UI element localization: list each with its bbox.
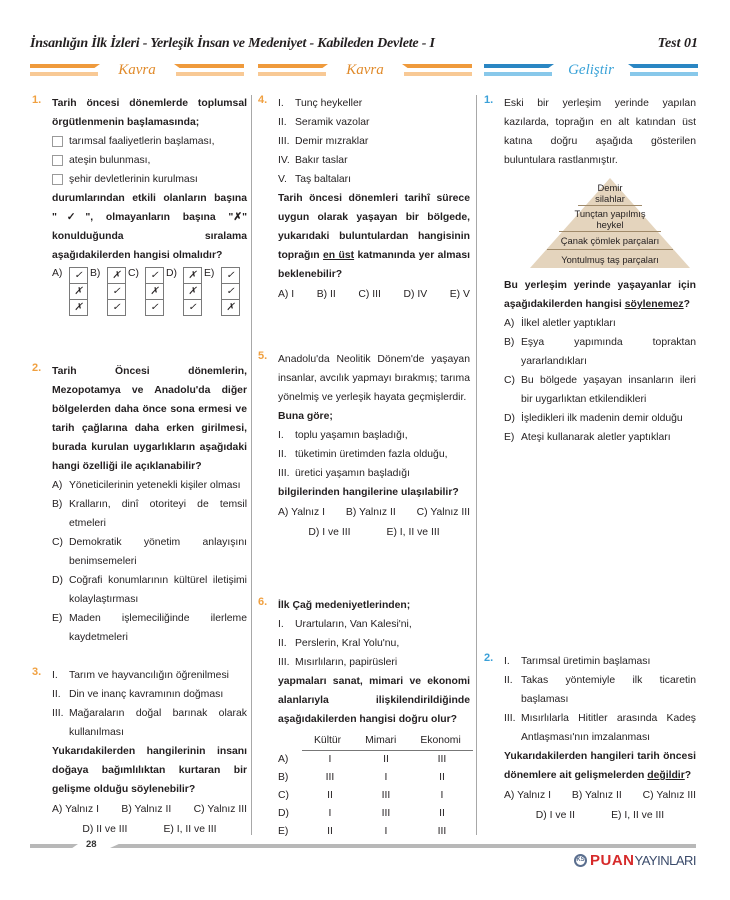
option-b[interactable]: B) Eşya yapımında topraktan yararlandıkları bbox=[504, 337, 696, 367]
question-stem: Yukarıdakilerden hangilerinin insanı doğaya bağımlılıktan kurtaran bir gelişme olduğu söylenebilir? bbox=[52, 746, 247, 795]
option-c[interactable]: C) II III I bbox=[278, 790, 444, 801]
roman-item: II. Perslerin, Kral Yolu'nu, bbox=[278, 638, 400, 649]
answer-options bbox=[52, 800, 247, 820]
option-e[interactable]: E) I, II ve III bbox=[611, 810, 665, 821]
option-c[interactable]: C) Yalnız III bbox=[642, 790, 696, 801]
section-banner-kavra-2 bbox=[258, 62, 472, 80]
option-e[interactable]: E) V bbox=[449, 289, 470, 300]
check-icon: ✓ bbox=[183, 299, 202, 316]
layer-label: Demir silahlar bbox=[595, 182, 625, 204]
answer-options bbox=[504, 806, 696, 826]
option-a[interactable]: A) ✓ ✗ ✗ bbox=[52, 267, 88, 316]
question-stem: yapmaları sanat, mimari ve ekonomi alanlarıyla ilişkilendirildiğinde aşağıdakilerden hangisi doğru olur? bbox=[278, 676, 470, 725]
banner-label: Geliştir bbox=[568, 62, 614, 78]
question-2-gelistir bbox=[484, 652, 696, 826]
roman-item: III. Mısırlılarla Hititler arasında Kadeş Antlaşması'nın imzalanması bbox=[504, 713, 696, 743]
question-number: 2. bbox=[32, 362, 42, 374]
option-d[interactable]: D) İşledikleri ilk madenin demir olduğu bbox=[504, 413, 683, 424]
cross-icon: ✗ bbox=[183, 283, 202, 300]
cross-icon: ✗ bbox=[221, 299, 240, 316]
check-icon: ✓ bbox=[221, 283, 240, 300]
roman-item: II. Takas yöntemiyle ilk ticaretin başlaması bbox=[504, 675, 696, 705]
answer-options bbox=[278, 523, 470, 543]
question-context: Eski bir yerleşim yerinde yapılan kazılarda, toprağın en alt katından üst katına doğru aşağıda gösterilen buluntulara rastlanmıştır. bbox=[504, 98, 696, 166]
option-e[interactable]: E) II I III bbox=[278, 826, 447, 837]
option-b[interactable]: B) III I II bbox=[278, 772, 445, 783]
option-e[interactable]: E) I, II ve III bbox=[163, 824, 217, 835]
option-e[interactable]: E) ✓ ✓ ✗ bbox=[204, 267, 240, 316]
checkbox[interactable] bbox=[52, 174, 63, 185]
roman-item: II. tüketimin üretimden fazla olduğu, bbox=[278, 449, 448, 460]
option-a[interactable]: A) İlkel aletler yaptıkları bbox=[504, 318, 616, 329]
cross-icon: ✗ bbox=[69, 283, 88, 300]
layer-label: Tunçtan yapılmış heykel bbox=[574, 208, 646, 230]
option-b[interactable]: B) Kralların, dinî otoriteyi de temsil etmeleri bbox=[52, 499, 247, 529]
question-1 bbox=[32, 94, 247, 316]
check-icon: ✓ bbox=[145, 267, 164, 284]
section-banner-kavra-1 bbox=[30, 62, 244, 80]
question-number: 6. bbox=[258, 596, 268, 608]
question-1-gelistir bbox=[484, 94, 696, 447]
check-icon: ✓ bbox=[221, 267, 240, 284]
option-d[interactable]: D) I III II bbox=[278, 808, 445, 819]
column-divider bbox=[476, 95, 477, 835]
footer-rule bbox=[110, 844, 696, 848]
answer-options bbox=[504, 786, 696, 806]
cross-icon: ✗ bbox=[69, 299, 88, 316]
check-icon: ✓ bbox=[69, 267, 88, 284]
option-b[interactable]: B) II bbox=[316, 289, 336, 300]
footer-rule bbox=[30, 844, 78, 848]
column-divider bbox=[251, 95, 252, 835]
publisher-logo: KS PUAN YAYINLARI bbox=[574, 852, 696, 869]
logo-icon: KS bbox=[574, 854, 587, 867]
roman-item: I. Tarımsal üretimin başlaması bbox=[504, 656, 651, 667]
option-d[interactable]: D) IV bbox=[403, 289, 428, 300]
roman-item: III. Demir mızraklar bbox=[278, 136, 369, 147]
answer-options bbox=[278, 285, 470, 305]
option-b[interactable]: B) ✗ ✓ ✓ bbox=[90, 267, 126, 316]
option-a[interactable]: A) Yalnız I bbox=[52, 804, 99, 815]
option-a[interactable]: A) Yalnız I bbox=[504, 790, 551, 801]
roman-item: IV. Bakır taslar bbox=[278, 155, 348, 166]
table-header: Kültür Mimari Ekonomi bbox=[302, 733, 470, 751]
option-c[interactable]: C) ✓ ✗ ✓ bbox=[128, 267, 164, 316]
checkbox[interactable] bbox=[52, 155, 63, 166]
question-stem: Yukarıdakilerden hangileri tarih öncesi dönemlere ait gelişmelerden değildir? bbox=[504, 751, 696, 781]
answer-table bbox=[278, 733, 470, 841]
statement-item: ateşin bulunması, bbox=[52, 151, 247, 170]
roman-item: I. Urartuların, Van Kalesi'ni, bbox=[278, 619, 412, 630]
roman-item: III. Mağaraların doğal barınak olarak kullanılması bbox=[52, 708, 247, 738]
question-stem: Tarih Öncesi dönemlerin, Mezopotamya ve Anadolu'da diğer bölgelerden daha önce sona ermesi ve tarih çağlarına daha erken girilmesi, burada kurulan uygarlıkların aşağıdaki hangi özelliği ile açıklanabilir? bbox=[52, 366, 247, 472]
roman-item: I. Tarım ve hayvancılığın öğrenilmesi bbox=[52, 670, 229, 681]
option-c[interactable]: C) III bbox=[358, 289, 381, 300]
question-number: 5. bbox=[258, 350, 268, 362]
question-number: 1. bbox=[484, 94, 494, 106]
question-context: Anadolu'da Neolitik Dönem'de yaşayan insanlar, avcılık yapmayı bırakmış; tarıma yönelmiş ve yerleşik hayata geçmişlerdir. bbox=[278, 354, 470, 403]
roman-item: III. üretici yaşamın başladığı bbox=[278, 468, 410, 479]
option-a[interactable]: A) Yalnız I bbox=[278, 507, 325, 518]
test-number: Test 01 bbox=[657, 36, 698, 51]
option-a[interactable]: A) I bbox=[278, 289, 295, 300]
answer-options bbox=[52, 820, 247, 840]
layer-label: Yontulmuş taş parçaları bbox=[561, 254, 659, 265]
option-c[interactable]: C) Yalnız III bbox=[416, 507, 470, 518]
check-icon: ✓ bbox=[145, 299, 164, 316]
option-c[interactable]: C) Demokratik yönetim anlayışını benimsemeleri bbox=[52, 537, 247, 567]
option-c[interactable]: C) Yalnız III bbox=[193, 804, 247, 815]
option-e[interactable]: E) Ateşi kullanarak aletler yaptıkları bbox=[504, 432, 671, 443]
roman-item: II. Din ve inanç kavramının doğması bbox=[52, 689, 224, 700]
question-2 bbox=[32, 362, 247, 647]
question-5 bbox=[258, 350, 470, 543]
option-b[interactable]: B) Yalnız II bbox=[121, 804, 172, 815]
option-b[interactable]: B) Yalnız II bbox=[571, 790, 622, 801]
option-a[interactable]: A) I II III bbox=[278, 754, 447, 765]
question-6 bbox=[258, 596, 470, 841]
question-stem: Bu yerleşim yerinde yaşayanlar için aşağıdakilerden hangisi söylenemez? bbox=[504, 280, 696, 310]
roman-item: II. Seramik vazolar bbox=[278, 117, 370, 128]
answer-options bbox=[52, 267, 247, 316]
statement-item: şehir devletlerinin kurulması bbox=[52, 170, 247, 189]
question-stem: Tarih öncesi dönemlerde toplumsal örgütlenmenin başlamasında; bbox=[52, 98, 247, 128]
banner-label: Kavra bbox=[346, 62, 384, 78]
statement-item: tarımsal faaliyetlerin başlaması, bbox=[52, 132, 247, 151]
roman-item: I. Tunç heykeller bbox=[278, 98, 363, 109]
question-number: 3. bbox=[32, 666, 42, 678]
option-c[interactable]: C) Bu bölgede yaşayan insanların ileri bir uygarlıktan etkilendikleri bbox=[504, 375, 696, 405]
option-d[interactable]: D) I ve III bbox=[308, 527, 351, 538]
question-stem: Buna göre; bbox=[278, 411, 333, 422]
option-a[interactable]: A) Yöneticilerinin yetenekli kişiler olması bbox=[52, 480, 241, 491]
question-number: 2. bbox=[484, 652, 494, 664]
page-number: 28 bbox=[86, 839, 97, 850]
question-3 bbox=[32, 666, 247, 840]
question-stem: bilgilerinden hangilerine ulaşılabilir? bbox=[278, 487, 459, 498]
question-4 bbox=[258, 94, 470, 305]
cross-icon: ✗ bbox=[107, 267, 126, 284]
banner-label: Kavra bbox=[118, 62, 156, 78]
checkbox[interactable] bbox=[52, 136, 63, 147]
option-d[interactable]: D) I ve II bbox=[535, 810, 576, 821]
roman-item: I. toplu yaşamın başladığı, bbox=[278, 430, 408, 441]
answer-options bbox=[278, 503, 470, 523]
stratigraphy-pyramid bbox=[530, 178, 690, 268]
option-e[interactable]: E) I, II ve III bbox=[386, 527, 440, 538]
question-stem: Tarih öncesi dönemleri tarihî sürece uygun olarak yaşayan bir bölgede, yukarıdaki buluntulardan hangisinin toprağın en üst katmanında yer alması beklenebilir? bbox=[278, 193, 470, 280]
option-d[interactable]: D) II ve III bbox=[82, 824, 128, 835]
section-banner-gelistir bbox=[484, 62, 698, 80]
question-stem: durumlarından etkili olanların başına "✓", olmayanların başına "✗" konulduğunda sıralama aşağıdakilerden hangisi olmalıdır? bbox=[52, 193, 247, 261]
cross-icon: ✗ bbox=[145, 283, 164, 300]
question-number: 1. bbox=[32, 94, 42, 106]
layer-label: Çanak çömlek parçaları bbox=[560, 235, 660, 246]
option-d[interactable]: D) Coğrafi konumlarının kültürel iletişimi kolaylaştırması bbox=[52, 575, 247, 605]
option-b[interactable]: B) Yalnız II bbox=[345, 507, 396, 518]
option-d[interactable]: D) ✗ ✗ ✓ bbox=[166, 267, 202, 316]
check-icon: ✓ bbox=[107, 283, 126, 300]
roman-item: III. Mısırlıların, papirüsleri bbox=[278, 657, 398, 668]
question-number: 4. bbox=[258, 94, 268, 106]
question-stem: İlk Çağ medeniyetlerinden; bbox=[278, 600, 411, 611]
roman-item: V. Taş baltaları bbox=[278, 174, 352, 185]
check-icon: ✓ bbox=[107, 299, 126, 316]
option-e[interactable]: E) Maden işlemeciliğinde ilerleme kaydetmeleri bbox=[52, 613, 247, 643]
page-title: İnsanlığın İlk İzleri - Yerleşik İnsan ve Medeniyet - Kabileden Devlete - I bbox=[30, 36, 435, 51]
cross-icon: ✗ bbox=[183, 267, 202, 284]
